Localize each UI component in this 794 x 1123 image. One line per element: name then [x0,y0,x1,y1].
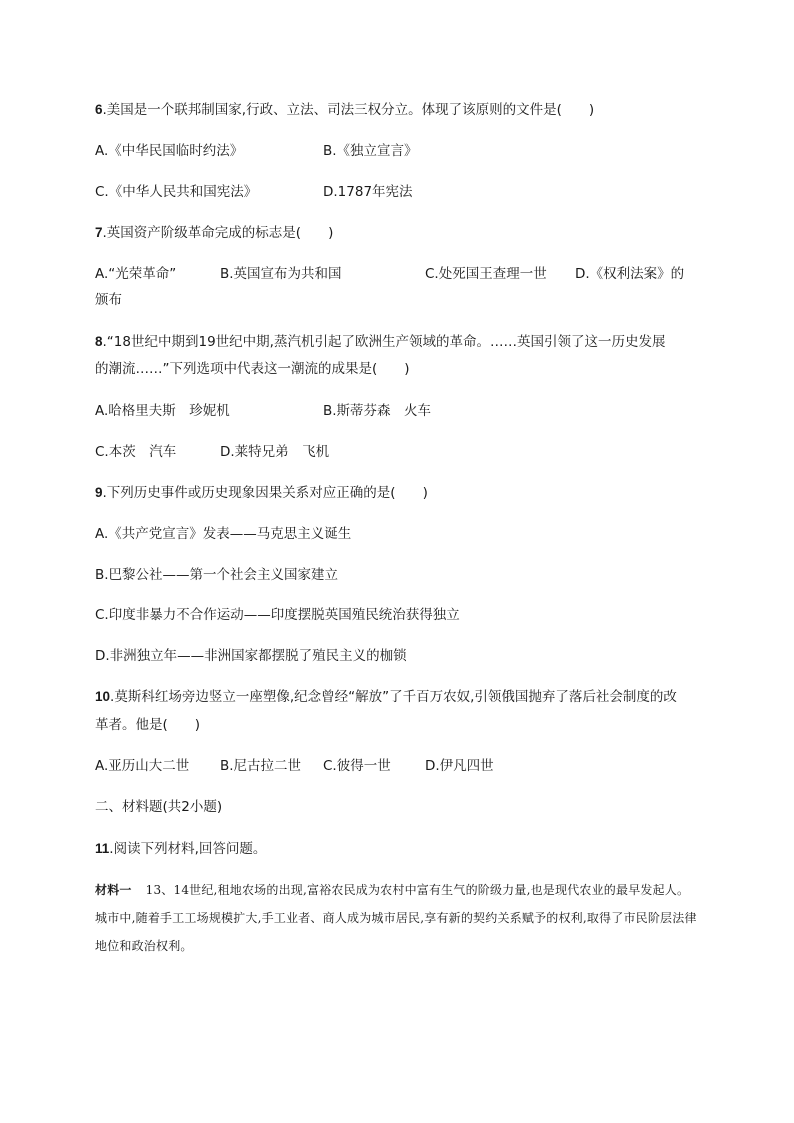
question-10-stem [95,687,677,707]
option-8d: D.莱特兄弟 飞机 [220,444,330,460]
question-text: .“18世纪中期到19世纪中期,蒸汽机引起了欧洲生产领域的革命。……英国引领了这一历史发展 [102,334,666,350]
option-7d-wrap: 颁布 [95,292,122,308]
section-heading: 二、材料题(共2小题) [95,799,223,815]
material-text: 13、14世纪,租地农场的出现,富裕农民成为农村中富有生气的阶级力量,也是现代农业的最早发起人。城市中,随着手工工场规模扩大,手工业者、商人成为城市居民,享有新的契约关系赋予的权利,取得了市民阶层法律地位和政治权利。 [95,883,697,953]
option-10c: C.彼得一世 [323,758,391,774]
option-7a: A.“光荣革命” [95,266,177,282]
question-10-stem-cont: 革者。他是( ) [95,717,201,733]
question-8-stem [95,332,665,352]
question-number: 10 [95,689,111,704]
option-8c: C.本茨 汽车 [95,444,177,460]
option-10d: D.伊凡四世 [425,758,494,774]
option-7c: C.处死国王查理一世 [425,266,547,282]
option-7d: D.《权利法案》的 [575,266,685,282]
question-text: .阅读下列材料,回答问题。 [109,841,267,857]
question-6-stem [95,100,594,120]
question-8-stem-cont: 的潮流……”下列选项中代表这一潮流的成果是( ) [95,361,410,377]
question-number: 11 [95,841,110,856]
material-paragraph [95,876,697,960]
question-11-stem [95,839,266,859]
option-6c: C.《中华人民共和国宪法》 [95,184,258,200]
option-8b: B.斯蒂芬森 火车 [323,403,432,419]
question-text: .莫斯科红场旁边竖立一座塑像,纪念曾经“解放”了千百万农奴,引领俄国抛弃了落后社会制度的改 [110,689,677,705]
question-text: .下列历史事件或历史现象因果关系对应正确的是( ) [102,485,428,501]
question-number: 9 [95,485,103,500]
option-9b: B.巴黎公社——第一个社会主义国家建立 [95,567,339,583]
option-6a: A.《中华民国临时约法》 [95,143,244,159]
option-9c: C.印度非暴力不合作运动——印度摆脱英国殖民统治获得独立 [95,607,460,623]
option-7b: B.英国宣布为共和国 [220,266,342,282]
option-9d: D.非洲独立年——非洲国家都摆脱了殖民主义的枷锁 [95,648,407,664]
question-number: 7 [95,225,103,240]
question-7-stem [95,223,333,243]
question-number: 8 [95,334,103,349]
option-8a: A.哈格里夫斯 珍妮机 [95,403,230,419]
question-text: .美国是一个联邦制国家,行政、立法、司法三权分立。体现了该原则的文件是( ) [102,102,595,118]
option-6b: B.《独立宣言》 [323,143,418,159]
option-10b: B.尼古拉二世 [220,758,302,774]
option-9a: A.《共产党宣言》发表——马克思主义诞生 [95,526,352,542]
material-label: 材料一 [95,883,132,897]
question-number: 6 [95,102,103,117]
option-10a: A.亚历山大二世 [95,758,190,774]
question-text: .英国资产阶级革命完成的标志是( ) [102,225,334,241]
question-9-stem [95,483,428,503]
option-6d: D.1787年宪法 [323,184,413,200]
